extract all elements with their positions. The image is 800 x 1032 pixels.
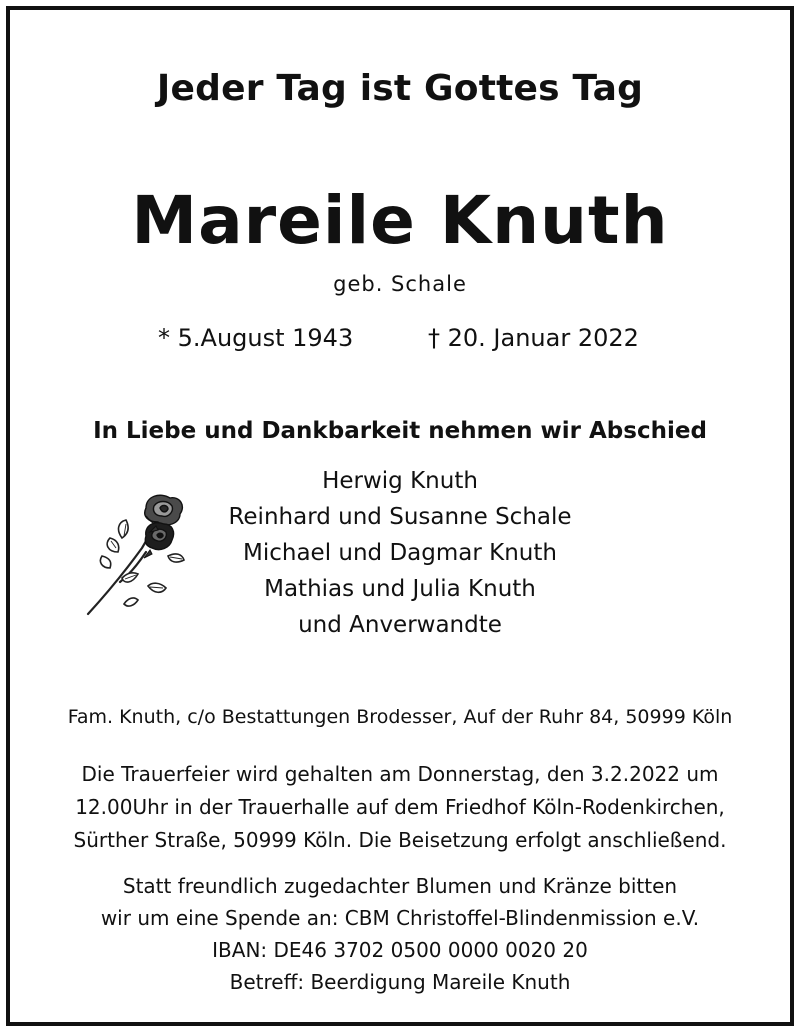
mourner-item: Herwig Knuth [322,468,478,494]
ceremony-line: Sürther Straße, 50999 Köln. Die Beisetzung erfolgt anschließend. [73,828,727,852]
donation-line: Statt freundlich zugedachter Blumen und Kränze bitten [122,874,678,898]
ceremony-line: 12.00Uhr in der Trauerhalle auf dem Friedhof Köln-Rodenkirchen, [75,795,725,819]
motto: Jeder Tag ist Gottes Tag [156,68,644,109]
donation-iban: IBAN: DE46 3702 0500 0000 0020 20 [212,938,588,962]
contact-address: Fam. Knuth, c/o Bestattungen Brodesser, Auf der Ruhr 84, 50999 Köln [67,706,733,728]
donation-line: wir um eine Spende an: CBM Christoffel-Blindenmission e.V. [100,906,700,930]
birth-date: * 5.August 1943 [158,324,354,352]
death-date: † 20. Januar 2022 [428,324,639,352]
birth-name: geb. Schale [333,272,467,296]
ceremony-line: Die Trauerfeier wird gehalten am Donnerstag, den 3.2.2022 um [81,762,719,786]
mourner-item: Michael und Dagmar Knuth [243,540,557,566]
farewell-line: In Liebe und Dankbarkeit nehmen wir Abschied [93,418,707,444]
mourner-item: Reinhard und Susanne Schale [228,504,572,530]
obituary-frame [6,6,794,1026]
mourner-item: Mathias und Julia Knuth [264,576,536,602]
donation-info [10,870,790,998]
donation-reference: Betreff: Beerdigung Mareile Knuth [229,970,571,994]
deceased-name: Mareile Knuth [131,182,669,259]
life-dates [10,324,790,358]
rose-icon [80,486,200,622]
mourner-item: und Anverwandte [298,612,502,638]
ceremony-info [10,758,790,857]
